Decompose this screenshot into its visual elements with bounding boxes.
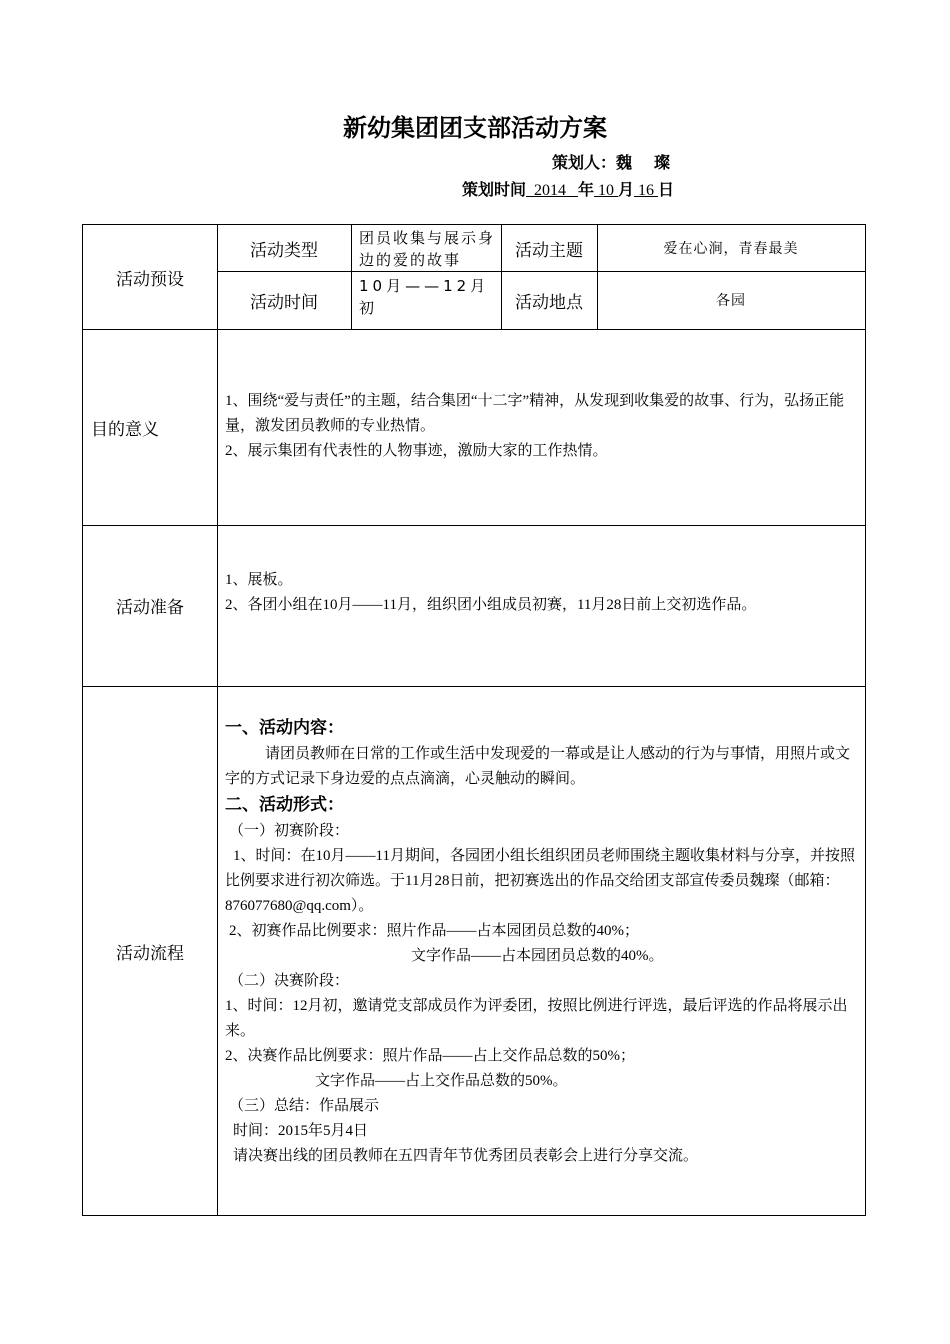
plan-time-label: 策划时间 (462, 180, 527, 199)
planner-name-second: 璨 (654, 153, 671, 172)
plan-table (82, 224, 866, 1216)
time-value: 10月——12月初 (359, 277, 490, 317)
day-unit: 日 (658, 180, 675, 199)
prep-line-1: 1、展板。 (225, 572, 293, 588)
prelim-ratio-photo: 2、初赛作品比例要求：照片作品——占本园团员总数的40%； (229, 923, 639, 939)
plan-day: 16 (638, 182, 655, 199)
type-value: 团员收集与展示身边的爱的故事 (359, 229, 496, 269)
final-heading: （二）决赛阶段： (229, 973, 350, 989)
flow-heading-1: 一、活动内容： (225, 718, 344, 738)
time-label: 活动时间 (250, 292, 318, 313)
prep-content (225, 568, 859, 618)
purpose-line-1: 1、围绕“爱与责任”的主题，结合集团“十二字”精神，从发现到收集爱的故事、行为，弘扬正能量，激发团员教师的专业热情。 (225, 393, 845, 434)
summary-time: 时间：2015年5月4日 (233, 1123, 369, 1139)
plan-time-line (462, 177, 674, 200)
place-label: 活动地点 (515, 292, 583, 313)
flow-paragraph-1: 请团员教师在日常的工作或生活中发现爱的一幕或是让人感动的行为与事情，用照片或文字的方式记录下身边爱的点点滴滴，心灵触动的瞬间。 (225, 746, 851, 787)
planner-label: 策划人： (552, 153, 617, 172)
planner-line (552, 150, 670, 173)
plan-month: 10 (598, 182, 615, 199)
flow-content (225, 715, 859, 1169)
theme-label: 活动主题 (515, 240, 583, 261)
purpose-line-2: 2、展示集团有代表性的人物事迹，激励大家的工作热情。 (225, 443, 608, 459)
prelim-heading: （一）初赛阶段： (229, 823, 350, 839)
final-ratio-photo: 2、决赛作品比例要求：照片作品——占上交作品总数的50%； (225, 1048, 635, 1064)
place-value: 各园 (716, 293, 746, 309)
year-unit: 年 (578, 180, 595, 199)
prelim-ratio-text: 文字作品——占本园团员总数的40%。 (411, 948, 664, 964)
planner-name-first: 魏 (616, 153, 633, 172)
document-title: 新幼集团团支部活动方案 (343, 114, 607, 142)
prelim-time: 1、时间：在10月——11月期间，各园团小组长组织团员老师围绕主题收集材料与分享，并按照比例要求进行初次筛选。于11月28日前，把初赛选出的作品交给团支部宣传委员魏璨（邮箱：876077680@qq.com）。 (225, 848, 855, 914)
summary-heading: （三）总结：作品展示 (229, 1098, 380, 1114)
theme-value: 爱在心涧，青春最美 (663, 241, 799, 257)
final-time: 1、时间：12月初，邀请党支部成员作为评委团，按照比例进行评选，最后评选的作品将展示出来。 (225, 998, 848, 1039)
type-label: 活动类型 (250, 240, 318, 261)
final-ratio-text: 文字作品——占上交作品总数的50%。 (315, 1073, 568, 1089)
purpose-label: 目的意义 (91, 419, 159, 440)
flow-label: 活动流程 (116, 943, 184, 964)
plan-year: 2014 (534, 182, 567, 199)
prep-line-2: 2、各团小组在10月——11月，组织团小组成员初赛，11月28日前上交初选作品。 (225, 597, 757, 613)
summary-note: 请决赛出线的团员教师在五四青年节优秀团员表彰会上进行分享交流。 (233, 1148, 699, 1164)
prep-label: 活动准备 (116, 598, 184, 618)
month-unit: 月 (618, 180, 635, 199)
preset-label: 活动预设 (116, 269, 184, 290)
purpose-content (225, 389, 859, 464)
flow-heading-2: 二、活动形式： (225, 795, 344, 815)
